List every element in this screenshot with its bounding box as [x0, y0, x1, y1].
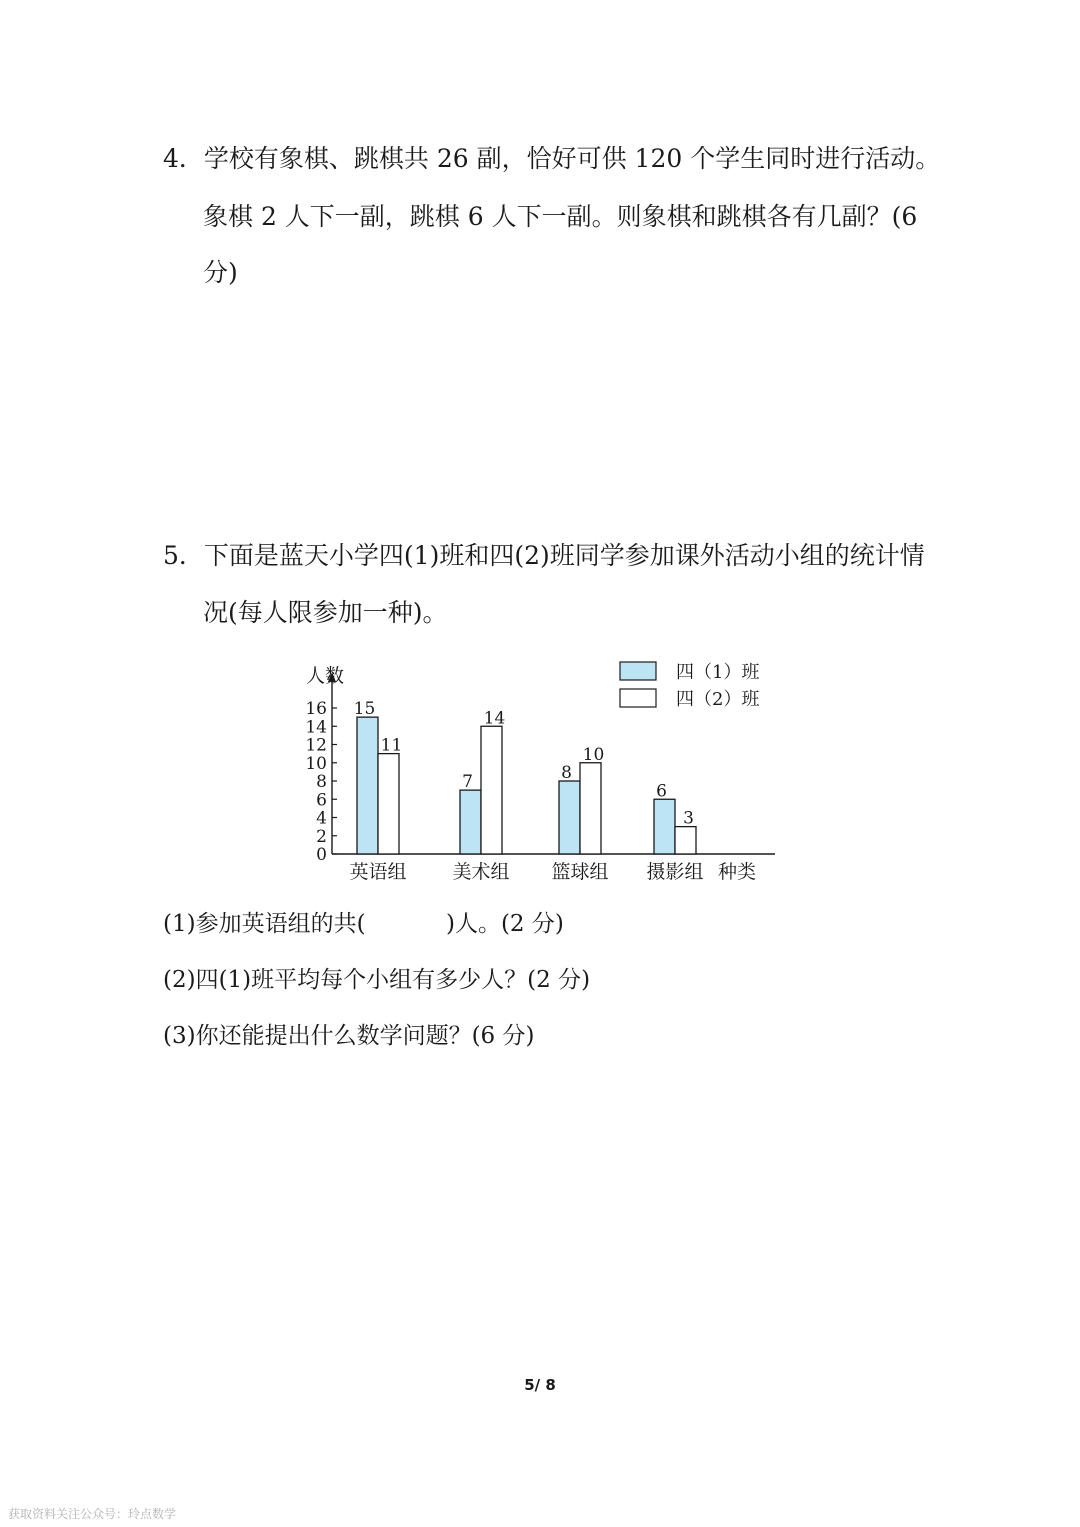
bar-value-label: 6: [656, 781, 667, 802]
category-label: 篮球组: [551, 861, 609, 883]
category-label: 美术组: [452, 861, 510, 883]
legend-label: 四（2）班: [676, 689, 760, 710]
q5-sub1: (1)参加英语组的共( )人。(2 分): [163, 911, 564, 937]
q5-sub2: (2)四(1)班平均每个小组有多少人？(2 分): [163, 967, 591, 993]
bar: [675, 827, 696, 854]
bar-value-label: 10: [582, 744, 605, 765]
legend-label: 四（1）班: [676, 662, 760, 683]
legend-swatch: [620, 689, 656, 707]
q4-line2: 象棋 2 人下一副，跳棋 6 人下一副。则象棋和跳棋各有几副？(6: [203, 202, 918, 231]
legend-swatch: [620, 662, 656, 680]
bar-value-label: 3: [683, 808, 694, 829]
y-tick-label: 4: [316, 808, 327, 829]
bar: [357, 717, 378, 854]
bar: [559, 781, 580, 854]
page-number: 5/ 8: [524, 1376, 556, 1394]
bar: [580, 763, 601, 854]
q4-line3: 分): [203, 258, 238, 287]
y-tick-label: 0: [316, 845, 327, 865]
bar: [460, 790, 481, 854]
y-tick-label: 16: [305, 699, 327, 719]
footer-watermark: 获取资料关注公众号：玲点数学: [8, 1507, 177, 1521]
bar-value-label: 14: [483, 708, 506, 729]
bar-value-label: 8: [561, 763, 572, 783]
bar: [481, 726, 502, 854]
bar: [378, 754, 399, 854]
y-tick-label: 10: [305, 753, 327, 774]
y-axis-label: 人数: [306, 665, 345, 687]
q4-line1: 4．学校有象棋、跳棋共 26 副，恰好可供 120 个学生同时进行活动。: [163, 144, 941, 173]
bar-value-label: 15: [353, 699, 376, 720]
category-label: 英语组: [349, 861, 407, 883]
bar: [654, 799, 675, 854]
q5-line2: 况(每人限参加一种)。: [203, 598, 448, 627]
q5-line1: 5．下面是蓝天小学四(1)班和四(2)班同学参加课外活动小组的统计情: [163, 541, 925, 570]
bar-value-label: 11: [380, 735, 403, 756]
q5-sub3: (3)你还能提出什么数学问题？(6 分): [163, 1023, 535, 1049]
category-label: 摄影组: [646, 861, 704, 883]
y-tick-label: 2: [316, 826, 327, 847]
y-tick-label: 8: [316, 772, 327, 792]
y-tick-label: 12: [305, 735, 327, 756]
bar-value-label: 7: [462, 772, 473, 793]
bar-chart: [280, 650, 800, 890]
y-tick-label: 14: [305, 717, 327, 738]
x-axis-label: 种类: [718, 861, 757, 883]
y-tick-label: 6: [316, 790, 327, 811]
